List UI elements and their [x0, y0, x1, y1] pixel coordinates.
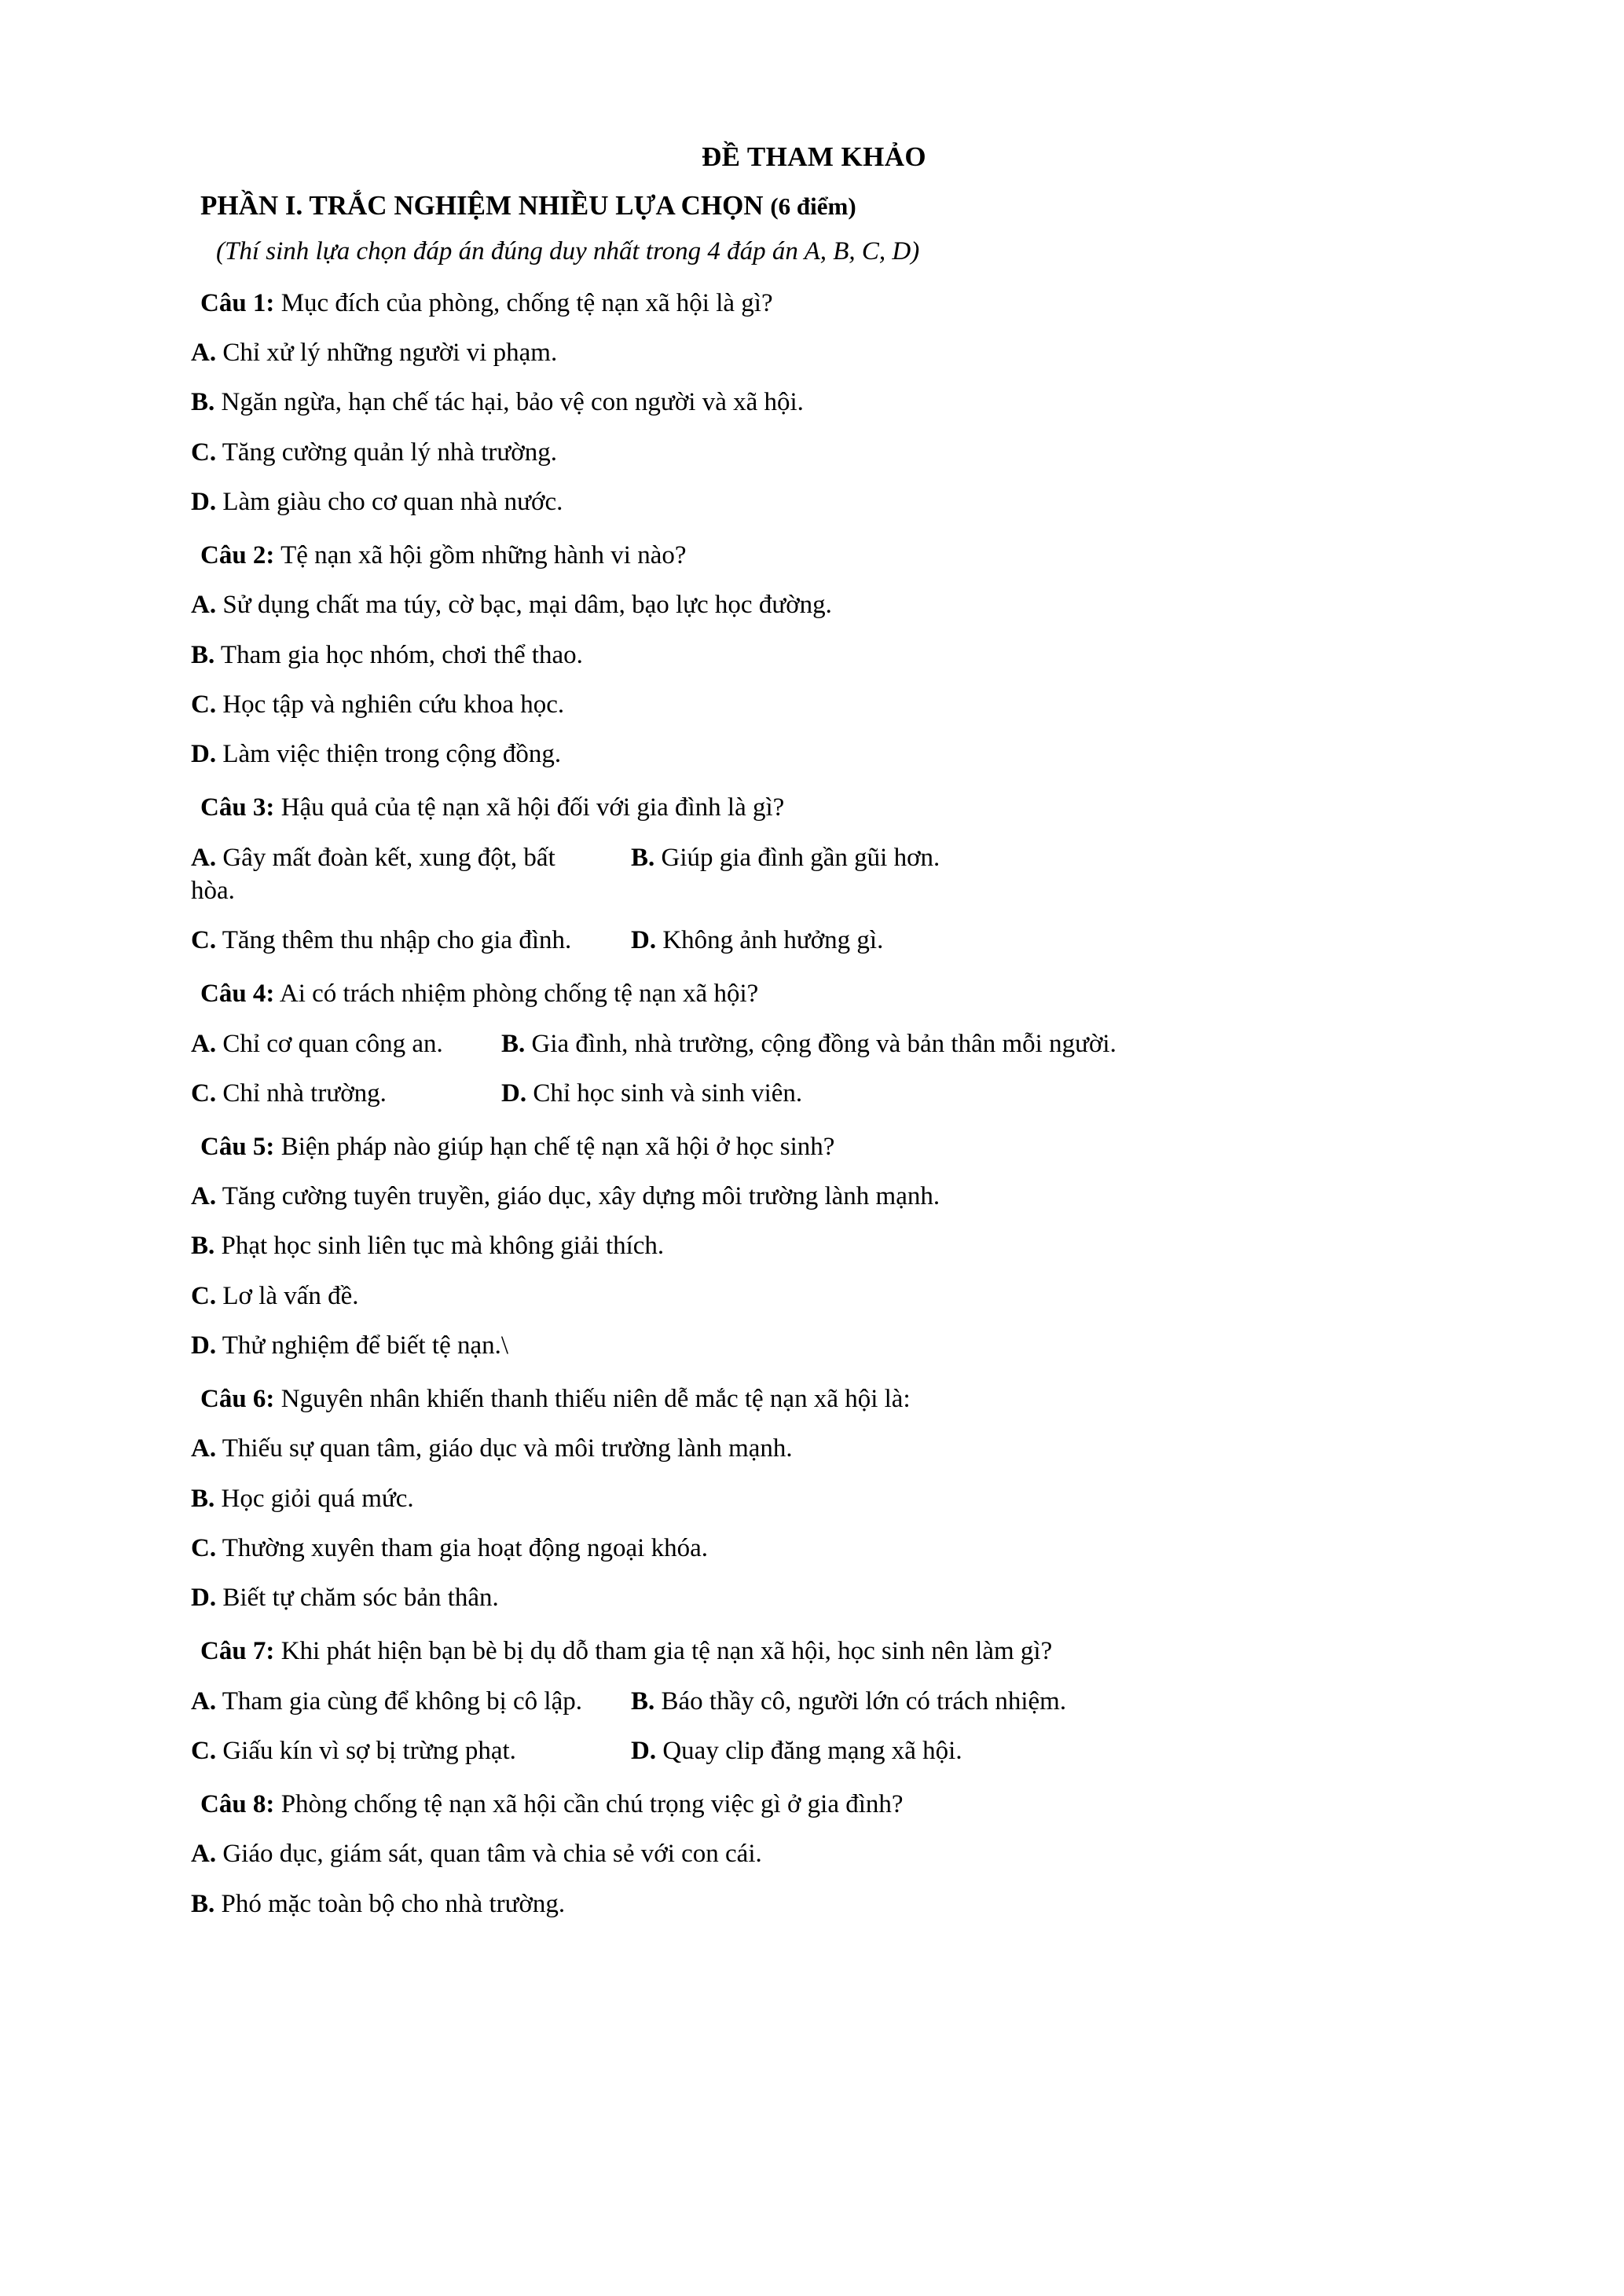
option-item[interactable]: [153, 1837, 1475, 1870]
option-row: [153, 688, 1475, 721]
option-row: [153, 1180, 1475, 1213]
option-letter: A.: [191, 1182, 217, 1211]
option-letter: C.: [191, 1281, 217, 1310]
option-row: [153, 1229, 1475, 1262]
option-list: [153, 1837, 1475, 1920]
option-letter: B.: [191, 640, 215, 669]
option-text: Ngăn ngừa, hạn chế tác hại, bảo vệ con người và xã hội.: [214, 388, 804, 417]
option-text: Biết tự chăm sóc bản thân.: [216, 1584, 499, 1613]
option-item[interactable]: [153, 336, 1475, 369]
option-row: [153, 1027, 1475, 1060]
option-text: Giấu kín vì sợ bị trừng phạt.: [216, 1736, 516, 1765]
question-label: Câu 4:: [200, 980, 275, 1009]
part-heading-text: PHẦN I. TRẮC NGHIỆM NHIỀU LỰA CHỌN: [200, 190, 764, 221]
option-row: [153, 436, 1475, 469]
option-item[interactable]: [153, 1077, 464, 1110]
option-text: Không ảnh hưởng gì.: [656, 926, 884, 955]
option-item[interactable]: [153, 924, 593, 957]
question-text: Biện pháp nào giúp hạn chế tệ nạn xã hội ở học sinh?: [274, 1132, 835, 1161]
question-block: [200, 1130, 1475, 1163]
option-text: Tham gia học nhóm, chơi thể thao.: [214, 640, 583, 669]
question-label: Câu 8:: [200, 1790, 275, 1819]
option-text: Giáo dục, giám sát, quan tâm và chia sẻ với con cái.: [216, 1840, 762, 1869]
option-row: [153, 588, 1475, 621]
option-letter: A.: [191, 1029, 217, 1058]
option-item[interactable]: [153, 1532, 1475, 1565]
option-letter: B.: [501, 1029, 526, 1058]
option-item[interactable]: [153, 1581, 1475, 1614]
option-text: Giúp gia đình gần gũi hơn.: [654, 843, 940, 872]
option-item[interactable]: [153, 386, 1475, 419]
option-item[interactable]: [153, 1280, 1475, 1313]
option-list: [153, 1180, 1475, 1362]
question-label: Câu 5:: [200, 1132, 275, 1161]
option-row: [153, 1734, 1475, 1767]
question-block: [200, 1382, 1475, 1415]
option-text: Học giỏi quá mức.: [214, 1484, 414, 1513]
option-text: Báo thầy cô, người lớn có trách nhiệm.: [654, 1686, 1067, 1716]
option-item[interactable]: [153, 688, 1475, 721]
option-letter: D.: [191, 1331, 217, 1360]
option-letter: B.: [631, 843, 655, 872]
question-block: [200, 791, 1475, 824]
option-letter: D.: [191, 487, 217, 516]
option-text: Tăng cường tuyên truyền, giáo dục, xây dựng môi trường lành mạnh.: [216, 1182, 940, 1211]
option-text: Gây mất đoàn kết, xung đột, bất hòa.: [191, 843, 555, 905]
option-list: [153, 1685, 1475, 1767]
option-list: [153, 1027, 1475, 1110]
option-item[interactable]: [153, 1180, 1475, 1213]
option-row: [153, 1888, 1475, 1921]
question-block: [200, 1635, 1475, 1668]
option-letter: D.: [191, 1584, 217, 1613]
option-item[interactable]: [153, 1685, 593, 1718]
option-text: Thiếu sự quan tâm, giáo dục và môi trường lành mạnh.: [216, 1434, 793, 1463]
option-item[interactable]: [153, 436, 1475, 469]
instruction-text: (Thí sinh lựa chọn đáp án đúng duy nhất trong 4 đáp án A, B, C, D): [216, 237, 920, 265]
option-text: Thường xuyên tham gia hoạt động ngoại khóa.: [216, 1533, 708, 1562]
option-letter: A.: [191, 591, 217, 620]
option-row: [153, 1581, 1475, 1614]
question-label: Câu 3:: [200, 793, 275, 822]
option-text: Làm giàu cho cơ quan nhà nước.: [216, 487, 563, 516]
part-heading: [200, 190, 1475, 222]
option-letter: C.: [191, 926, 217, 955]
question-text: Nguyên nhân khiến thanh thiếu niên dễ mắc tệ nạn xã hội là:: [274, 1385, 911, 1414]
option-letter: D.: [631, 926, 657, 955]
option-item[interactable]: [153, 1888, 1475, 1921]
option-text: Gia đình, nhà trường, cộng đồng và bản thân mỗi người.: [525, 1029, 1116, 1058]
option-letter: C.: [191, 438, 217, 467]
option-letter: D.: [191, 740, 217, 769]
option-letter: C.: [191, 1533, 217, 1562]
option-row: [153, 639, 1475, 672]
option-item[interactable]: [153, 485, 1475, 518]
option-list: [153, 336, 1475, 518]
option-item[interactable]: [153, 588, 1475, 621]
option-row: [153, 1837, 1475, 1870]
option-text: Phạt học sinh liên tục mà không giải thích.: [214, 1232, 665, 1261]
option-row: [153, 1532, 1475, 1565]
option-letter: B.: [191, 1232, 215, 1261]
question-block: [200, 287, 1475, 320]
option-item[interactable]: [464, 1027, 1116, 1060]
question-text: Mục đích của phòng, chống tệ nạn xã hội là gì?: [274, 289, 773, 317]
option-text: Tăng thêm thu nhập cho gia đình.: [216, 926, 572, 955]
option-item[interactable]: [593, 841, 940, 907]
option-letter: A.: [191, 1840, 217, 1869]
option-item[interactable]: [593, 1685, 1066, 1718]
question-label: Câu 2:: [200, 541, 275, 570]
option-text: Làm việc thiện trong cộng đồng.: [216, 740, 562, 769]
option-row: [153, 1280, 1475, 1313]
option-row: [153, 1482, 1475, 1515]
option-text: Lơ là vấn đề.: [216, 1281, 359, 1310]
option-letter: B.: [191, 1484, 215, 1513]
option-text: Học tập và nghiên cứu khoa học.: [216, 690, 565, 719]
option-row: [153, 1432, 1475, 1465]
option-item[interactable]: [464, 1077, 802, 1110]
option-letter: A.: [191, 1686, 217, 1716]
question-label: Câu 6:: [200, 1385, 275, 1414]
question-label: Câu 7:: [200, 1637, 275, 1666]
option-item[interactable]: [153, 1432, 1475, 1465]
option-item[interactable]: [593, 1734, 962, 1767]
option-item[interactable]: [153, 1734, 593, 1767]
option-item[interactable]: [153, 1482, 1475, 1515]
question-text: Ai có trách nhiệm phòng chống tệ nạn xã hội?: [274, 980, 759, 1009]
question-label: Câu 1:: [200, 289, 275, 317]
option-letter: C.: [191, 1078, 217, 1108]
question-text: Phòng chống tệ nạn xã hội cần chú trọng việc gì ở gia đình?: [274, 1790, 904, 1819]
option-row: [153, 841, 1475, 907]
option-text: Tăng cường quản lý nhà trường.: [216, 438, 557, 467]
option-item[interactable]: [153, 639, 1475, 672]
option-letter: D.: [631, 1736, 657, 1765]
option-item[interactable]: [153, 1229, 1475, 1262]
option-list: [153, 588, 1475, 771]
option-letter: B.: [191, 1889, 215, 1918]
option-text: Phó mặc toàn bộ cho nhà trường.: [214, 1889, 566, 1918]
option-list: [153, 841, 1475, 958]
option-letter: B.: [631, 1686, 655, 1716]
question-text: Hậu quả của tệ nạn xã hội đối với gia đình là gì?: [274, 793, 785, 822]
option-letter: A.: [191, 339, 217, 368]
option-item[interactable]: [593, 924, 883, 957]
option-letter: C.: [191, 1736, 217, 1765]
option-letter: D.: [501, 1078, 527, 1108]
option-row: [153, 1329, 1475, 1362]
option-row: [153, 1077, 1475, 1110]
part-points: (6 điểm): [770, 192, 856, 220]
option-row: [153, 386, 1475, 419]
option-item[interactable]: [153, 1329, 1475, 1362]
option-row: [153, 924, 1475, 957]
option-item[interactable]: [153, 1027, 464, 1060]
option-list: [153, 1432, 1475, 1614]
option-item[interactable]: [153, 841, 593, 907]
option-letter: A.: [191, 843, 217, 872]
option-row: [153, 738, 1475, 771]
option-text: Chỉ học sinh và sinh viên.: [526, 1078, 803, 1108]
option-text: Thử nghiệm để biết tệ nạn.\: [216, 1331, 509, 1360]
question-text: Tệ nạn xã hội gồm những hành vi nào?: [274, 541, 687, 570]
option-text: Chỉ cơ quan công an.: [216, 1029, 443, 1058]
question-text: Khi phát hiện bạn bè bị dụ dỗ tham gia tệ nạn xã hội, học sinh nên làm gì?: [274, 1637, 1053, 1666]
question-block: [200, 977, 1475, 1010]
question-block: [200, 539, 1475, 572]
question-block: [200, 1788, 1475, 1821]
option-text: Chỉ nhà trường.: [216, 1078, 387, 1108]
page-title: ĐỀ THAM KHẢO: [701, 141, 927, 172]
option-letter: A.: [191, 1434, 217, 1463]
option-text: Sử dụng chất ma túy, cờ bạc, mại dâm, bạo lực học đường.: [216, 591, 832, 620]
option-row: [153, 485, 1475, 518]
option-row: [153, 1685, 1475, 1718]
option-text: Chỉ xử lý những người vi phạm.: [216, 339, 558, 368]
option-letter: B.: [191, 388, 215, 417]
option-text: Quay clip đăng mạng xã hội.: [656, 1736, 962, 1765]
option-row: [153, 336, 1475, 369]
option-letter: C.: [191, 690, 217, 719]
option-text: Tham gia cùng để không bị cô lập.: [216, 1686, 582, 1716]
option-item[interactable]: [153, 738, 1475, 771]
